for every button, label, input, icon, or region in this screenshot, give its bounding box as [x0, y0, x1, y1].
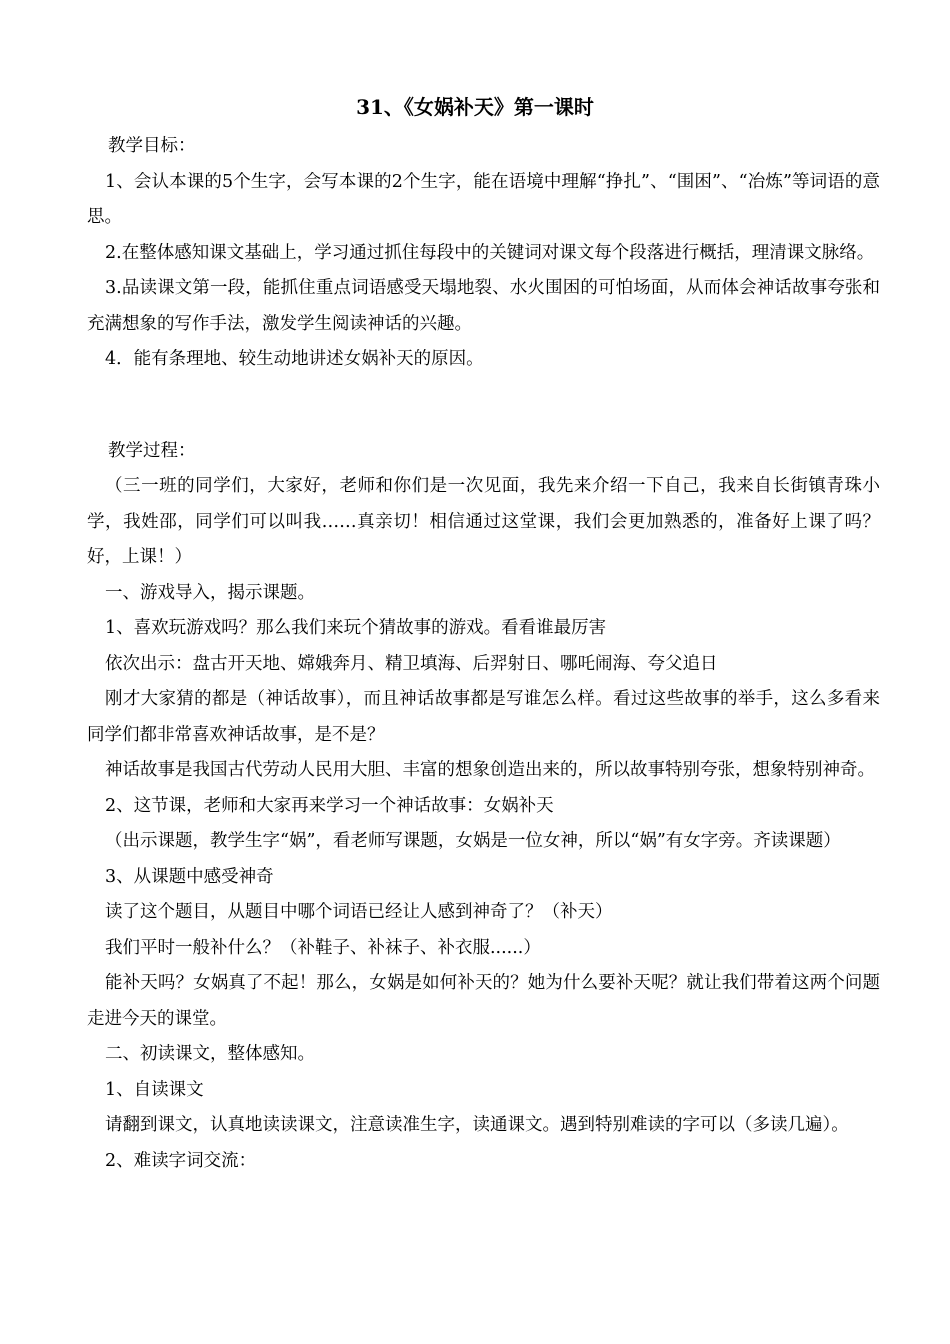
- paragraph: 2、难读字词交流：: [105, 1150, 257, 1171]
- paragraph: 3.品读课文第一段，能抓住重点词语感受天塌地裂、水火围困的可怕场面，从而体会神话故事夸张和充满想象的写作手法，激发学生阅读神话的兴趣。: [87, 278, 880, 334]
- paragraph: 能补天吗？女娲真了不起！那么，女娲是如何补天的？她为什么要补天呢？就让我们带着这两个问题走进今天的课堂。: [87, 973, 880, 1029]
- paragraph: 神话故事是我国古代劳动人民用大胆、丰富的想象创造出来的，所以故事特别夸张，想象特别神奇。: [105, 760, 875, 780]
- paragraph: 1、会认本课的5个生字，会写本课的2个生字，能在语境中理解“挣扎”、“围困”、“冶炼”等词语的意思。: [87, 171, 880, 227]
- paragraph: 二、初读课文，整体感知。: [105, 1044, 315, 1064]
- paragraph: 1、喜欢玩游戏吗？那么我们来玩个猜故事的游戏。看看谁最厉害: [105, 618, 607, 638]
- paragraph: 依次出示：盘古开天地、嫦娥奔月、精卫填海、后羿射日、哪吒闹海、夸父追日: [105, 653, 718, 674]
- paragraph: 2、这节课，老师和大家再来学习一个神话故事：女娲补天: [105, 795, 554, 816]
- paragraph: 教学目标：: [108, 136, 196, 156]
- paragraph: 教学过程：: [108, 440, 196, 461]
- paragraph: （出示课题，教学生字“娲”，看老师写课题，女娲是一位女神，所以“娲”有女字旁。齐读课题）: [105, 831, 841, 851]
- paragraph: 一、游戏导入，揭示课题。: [105, 582, 315, 603]
- paragraph: 2.在整体感知课文基础上，学习通过抓住每段中的关键词对课文每个段落进行概括，理清课文脉络。: [105, 242, 875, 263]
- paragraph: 我们平时一般补什么？（补鞋子、补袜子、补衣服......）: [105, 937, 541, 958]
- document-body: [87, 129, 880, 1179]
- paragraph: 刚才大家猜的都是（神话故事），而且神话故事都是写谁怎么样。看过这些故事的举手，这么多看来同学们都非常喜欢神话故事，是不是？: [87, 689, 880, 745]
- document-title: 31、《女娲补天》第一课时: [356, 95, 594, 119]
- paragraph: 读了这个题目，从题目中哪个词语已经让人感到神奇了？（补天）: [105, 902, 613, 922]
- paragraph: 请翻到课文，认真地读读课文，注意读准生字，读通课文。遇到特别难读的字可以（多读几遍）。: [105, 1115, 849, 1135]
- paragraph: 1、自读课文: [105, 1079, 204, 1100]
- section-spacer: [87, 378, 880, 434]
- paragraph: （三一班的同学们，大家好，老师和你们是一次见面，我先来介绍一下自己，我来自长街镇青珠小学，我姓邵，同学们可以叫我……真亲切！相信通过这堂课，我们会更加熟悉的，准备好上课了吗？好，上课！）: [87, 476, 880, 567]
- paragraph: 4．能有条理地、较生动地讲述女娲补天的原因。: [105, 349, 484, 369]
- paragraph: 3、从课题中感受神奇: [105, 866, 274, 887]
